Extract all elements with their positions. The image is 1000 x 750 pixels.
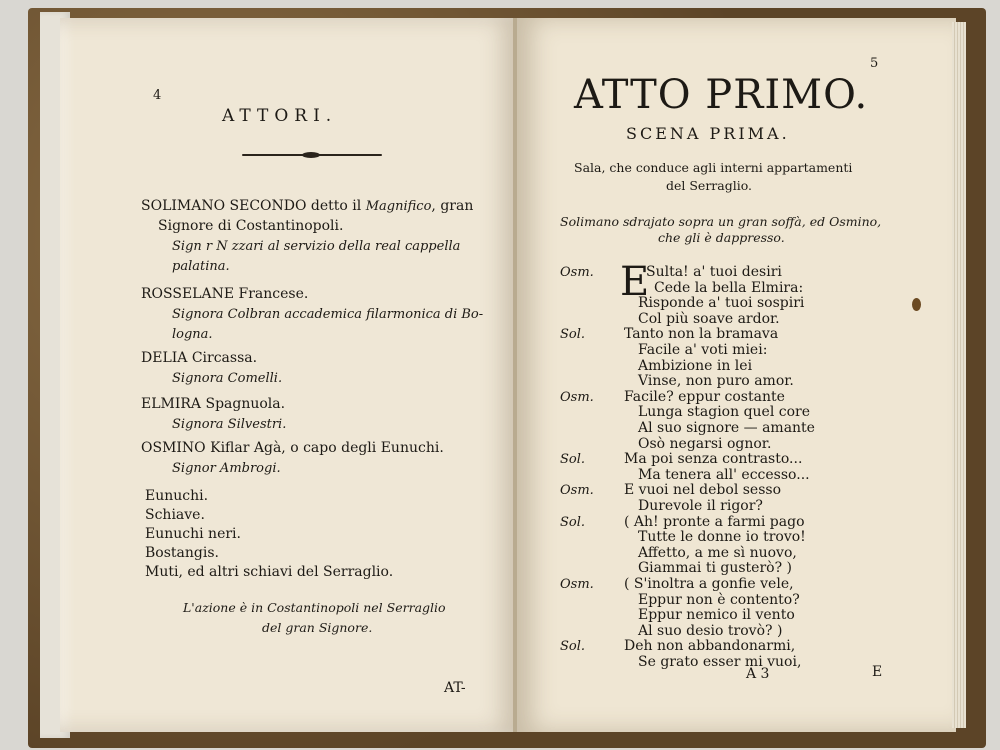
act-title: ATTO PRIMO.: [574, 72, 869, 118]
left-page-number: 4: [153, 88, 162, 103]
verse-line: ( S'inoltra a gonfie vele,: [624, 576, 794, 592]
speaker-label: Sol.: [560, 452, 586, 468]
verse-line: Facile a' voti miei:: [638, 342, 768, 358]
cast-performer-line: Signora Silvestri.: [172, 417, 287, 432]
cast-performer-line: logna.: [172, 327, 213, 342]
cast-extra-item: Muti, ed altri schiavi del Serraglio.: [145, 564, 394, 580]
cast-heading: ATTORI.: [222, 106, 338, 126]
speaker-label: Osm.: [560, 389, 594, 405]
book-gutter: [513, 18, 517, 732]
verse-line: Al suo signore — amante: [638, 420, 815, 436]
verse-line: ( Ah! pronte a farmi pago: [624, 513, 805, 530]
speaker-label: Sol.: [560, 327, 586, 343]
verse-line: Lunga stagion quel core: [638, 404, 811, 421]
verse-line: Eppur nemico il vento: [638, 607, 795, 624]
verse-line: Tutte le donne io trovo!: [638, 529, 806, 546]
speaker-label: Sol.: [560, 514, 586, 530]
right-page-number: 5: [870, 56, 879, 71]
cast-character-name: DELIA Circassa.: [141, 350, 258, 366]
verse-line: Ma poi senza contrasto...: [624, 451, 803, 468]
right-page-edges: [952, 22, 966, 728]
signature-mark: A 3: [746, 666, 770, 682]
cast-extra-item: Bostangis.: [145, 545, 219, 561]
stage-direction-line1: Solimano sdrajato sopra un gran soffà, ed Osmino,: [560, 214, 882, 229]
verse-line: Ambizione in lei: [638, 357, 753, 374]
stage-direction-line2: che gli è dappresso.: [658, 230, 785, 245]
cast-extra-item: Eunuchi neri.: [145, 526, 241, 542]
speaker-label: Osm.: [560, 483, 594, 499]
setting-note-line2: del gran Signore.: [262, 620, 373, 635]
cast-extra-item: Schiave.: [145, 507, 205, 523]
verse-line: Osò negarsi ognor.: [638, 435, 772, 452]
ornamental-rule: [242, 154, 382, 156]
drop-cap: E: [620, 259, 650, 305]
verse-line: Tanto non la bramava: [624, 326, 779, 343]
scene-title: SCENA PRIMA.: [626, 124, 790, 143]
speaker-label: Sol.: [560, 639, 586, 655]
verse-line: Eppur non è contento?: [638, 591, 800, 608]
cast-performer-line: Signor Ambrogi.: [172, 461, 281, 476]
right-catchword: E: [872, 664, 883, 680]
cast-performer-line: Sign r N zzari al servizio della real cappella: [172, 239, 461, 254]
verse-line: Deh non abbandonarmi,: [624, 638, 796, 655]
verse-line: Sulta! a' tuoi desiri: [646, 264, 782, 280]
scene-setting-line1: Sala, che conduce agli interni appartamenti: [574, 160, 853, 175]
setting-note-line1: L'azione è in Costantinopoli nel Serraglio: [183, 600, 446, 615]
verse-line: Risponde a' tuoi sospiri: [638, 295, 805, 312]
verse-line: Al suo desio trovò? ): [638, 622, 783, 639]
verse-line: Durevole il rigor?: [638, 498, 763, 514]
verse-line: Giammai ti gusterò? ): [638, 560, 792, 577]
cast-performer-line: Signore di Costantinopoli.: [158, 218, 344, 234]
verse-line: Facile? eppur costante: [624, 388, 785, 405]
cast-extra-item: Eunuchi.: [145, 488, 209, 504]
ink-stain: [912, 298, 921, 311]
verse-line: Vinse, non puro amor.: [638, 373, 794, 390]
left-catchword: AT-: [444, 680, 466, 696]
cast-character-name: SOLIMANO SECONDO detto il Magnifico, gran: [141, 198, 474, 214]
speaker-label: Osm.: [560, 577, 594, 592]
cast-performer-line: Signora Comelli.: [172, 371, 283, 386]
verse-line: Col più soave ardor.: [638, 310, 780, 327]
cast-performer-line: palatina.: [172, 259, 230, 274]
verse-line: Ma tenera all' eccesso...: [638, 466, 810, 483]
verse-line: E vuoi nel debol sesso: [624, 482, 782, 499]
cast-performer-line: Signora Colbran accademica filarmonica di Bo-: [172, 307, 484, 322]
verse-line: Se grato esser mi vuoi,: [638, 654, 802, 670]
speaker-label: Osm.: [560, 265, 594, 280]
verse-line: Affetto, a me sì nuovo,: [638, 544, 797, 561]
scene-setting-line2: del Serraglio.: [666, 178, 753, 193]
cast-character-name: ROSSELANE Francese.: [141, 286, 309, 302]
cast-character-name: ELMIRA Spagnuola.: [141, 396, 286, 412]
verse-line: Cede la bella Elmira:: [654, 279, 804, 296]
cast-character-name: OSMINO Kiflar Agà, o capo degli Eunuchi.: [141, 440, 444, 456]
